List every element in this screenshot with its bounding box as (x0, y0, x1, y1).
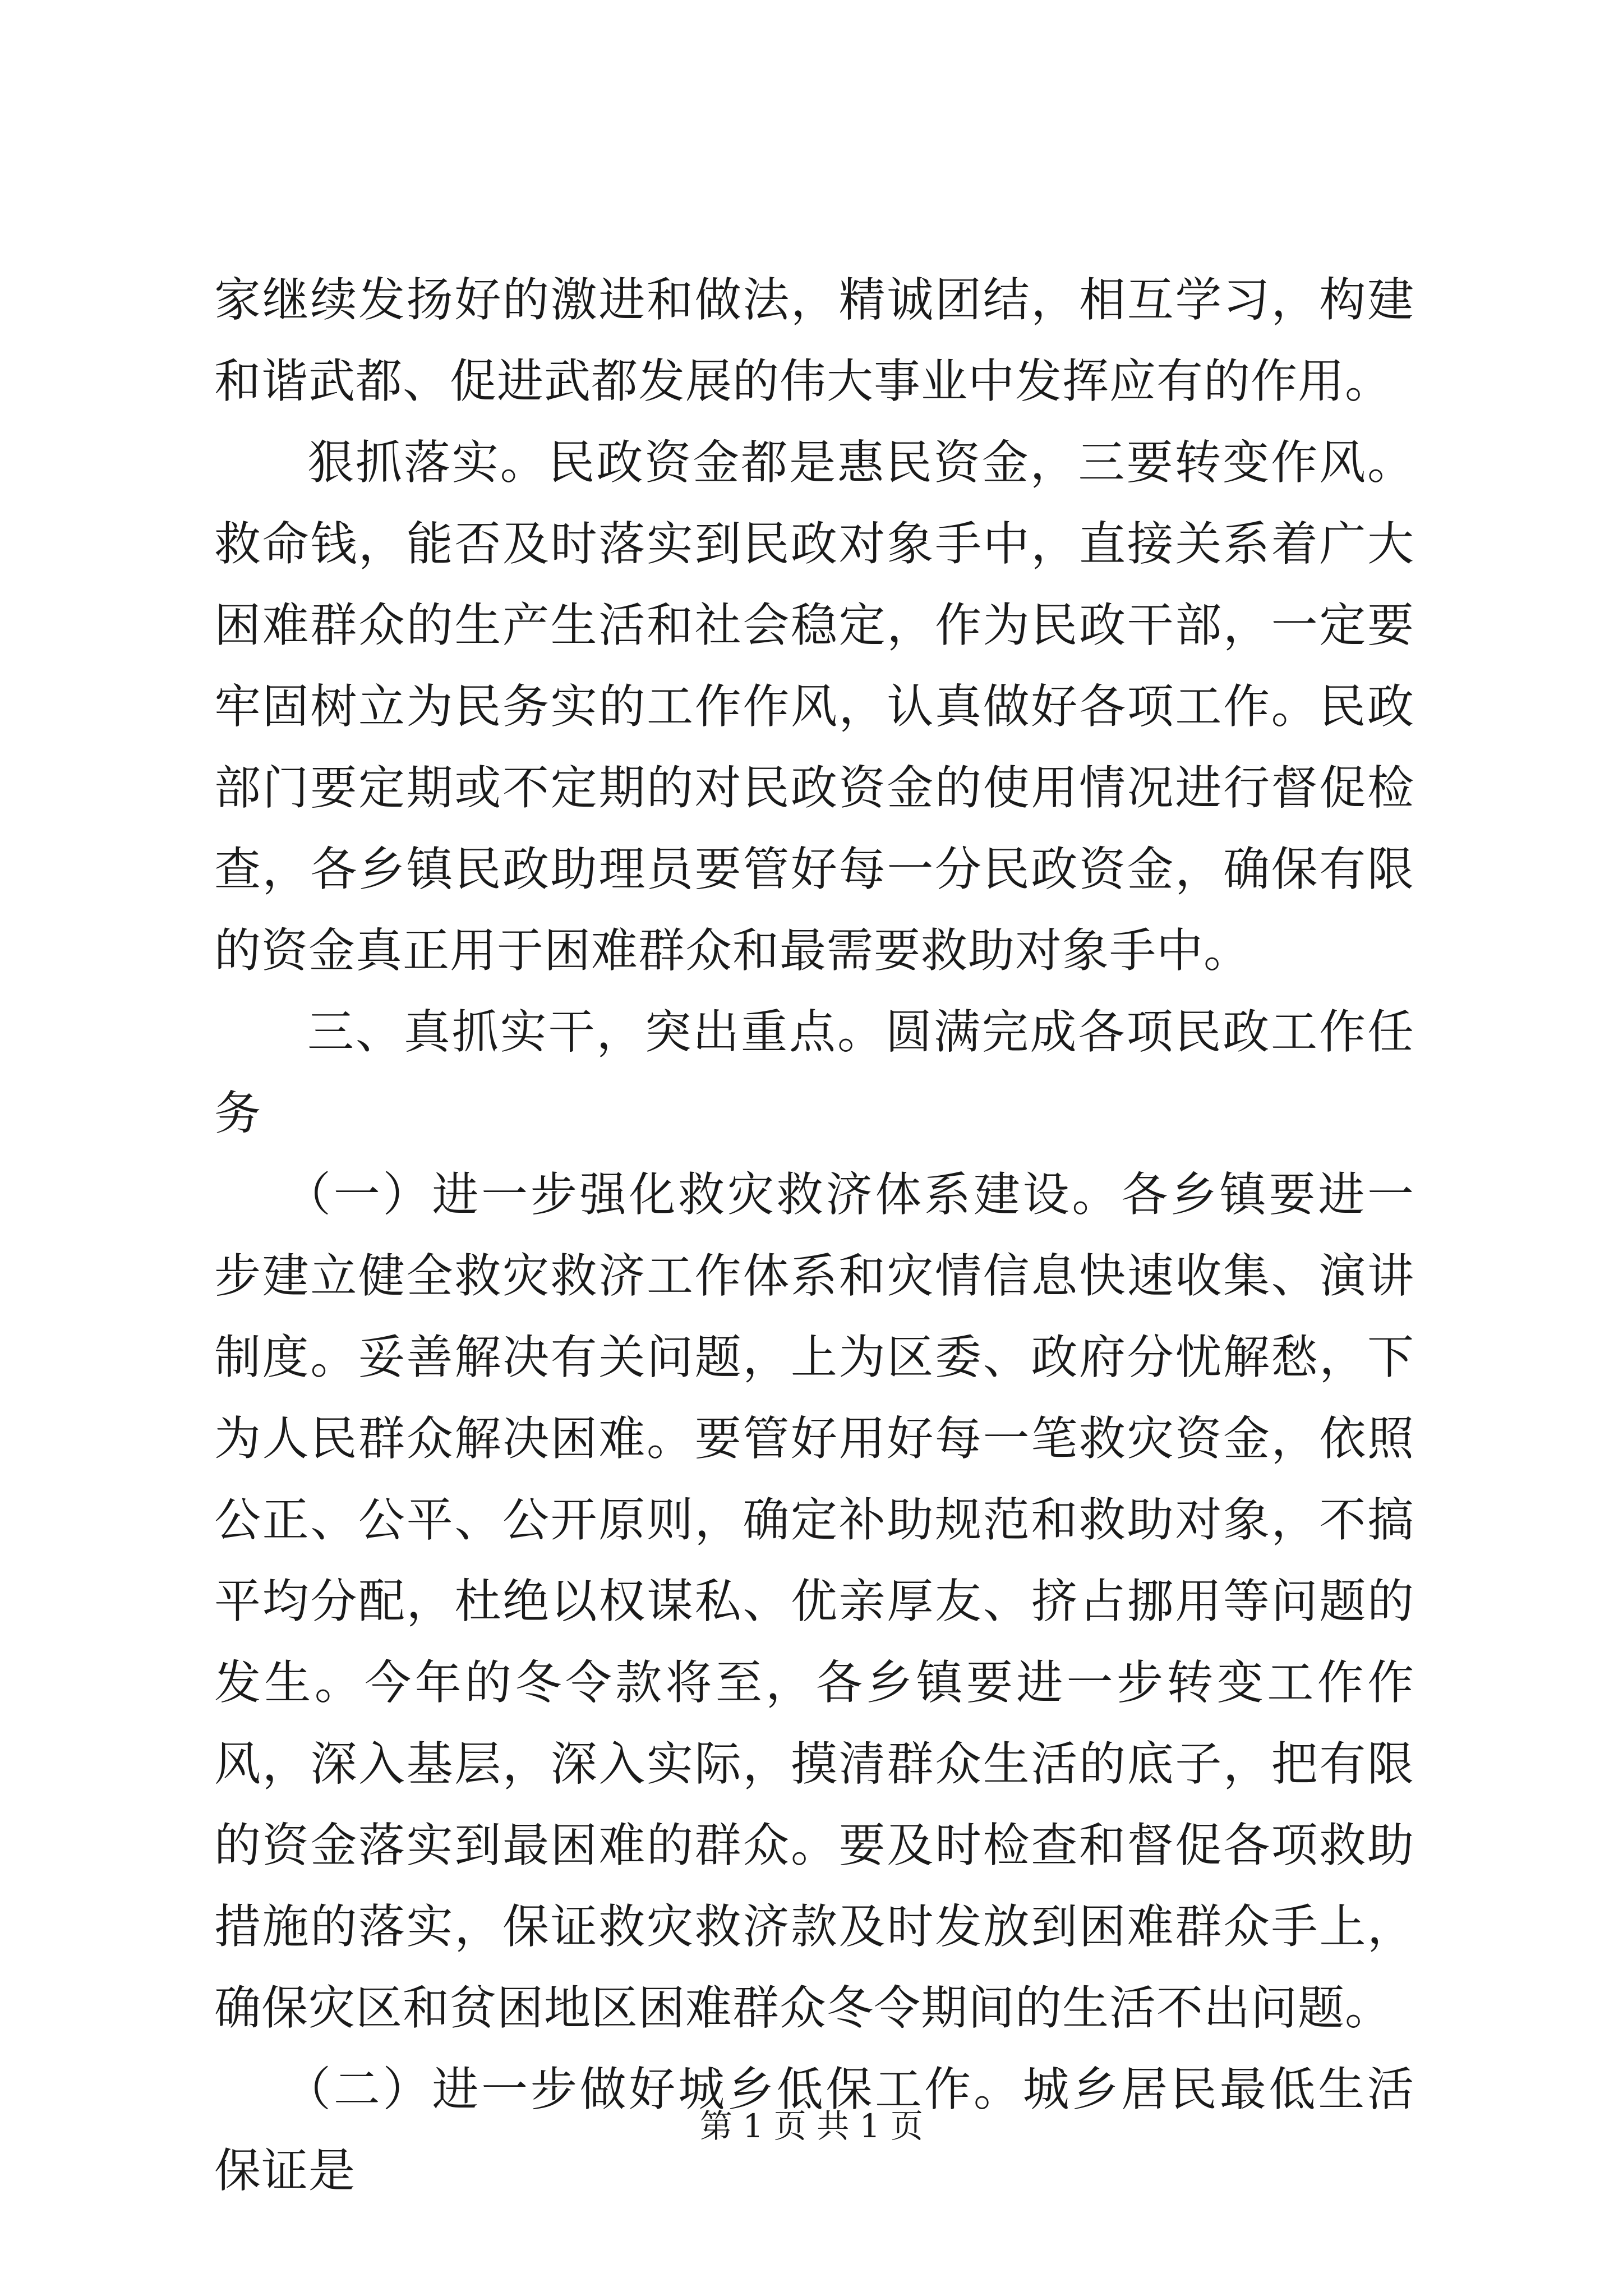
page-footer (0, 2106, 1623, 2146)
paragraph-continuation: 家继续发扬好的激进和做法，精诚团结，相互学习，构建和谐武都、促进武都发展的伟大事业中发挥应有的作用。 (214, 273, 1414, 408)
paragraph-disaster-relief: （一）进一步强化救灾救济体系建设。各乡镇要进一步建立健全救灾救济工作体系和灾情信息快速收集、演讲制度。妥善解决有关问题，上为区委、政府分忧解愁，下为人民群众解决困难。要管好用好每一笔救灾资金，依照公正、公平、公开原则，确定补助规范和救助对象，不搞平均分配，杜绝以权谋私、优亲厚友、挤占挪用等问题的发生。今年的冬令款将至，各乡镇要进一步转变工作作风，深入基层，深入实际，摸清群众生活的底子，把有限的资金落实到最困难的群众。要及时检查和督促各项救助措施的落实，保证救灾救济款及时发放到困难群众手上，确保灾区和贫困地区困难群众冬令期间的生活不出问题。 (214, 1167, 1414, 2035)
document-body (214, 259, 1414, 2211)
paragraph-implementation: 狠抓落实。民政资金都是惠民资金，三要转变作风。救命钱，能否及时落实到民政对象手中，直接关系着广大困难群众的生产生活和社会稳定，作为民政干部，一定要牢固树立为民务实的工作作风，认真做好各项工作。民政部门要定期或不定期的对民政资金的使用情况进行督促检查，各乡镇民政助理员要管好每一分民政资金，确保有限的资金真正用于困难群众和最需要救助对象手中。 (214, 435, 1414, 978)
section-heading-three: 三、真抓实干，突出重点。圆满完成各项民政工作任务 (214, 1005, 1414, 1140)
paragraph-minimum-living-security: （二）进一步做好城乡低保工作。城乡居民最低生活保证是 (214, 2062, 1414, 2198)
page-number-label: 第 1 页 共 1 页 (700, 2107, 923, 2145)
